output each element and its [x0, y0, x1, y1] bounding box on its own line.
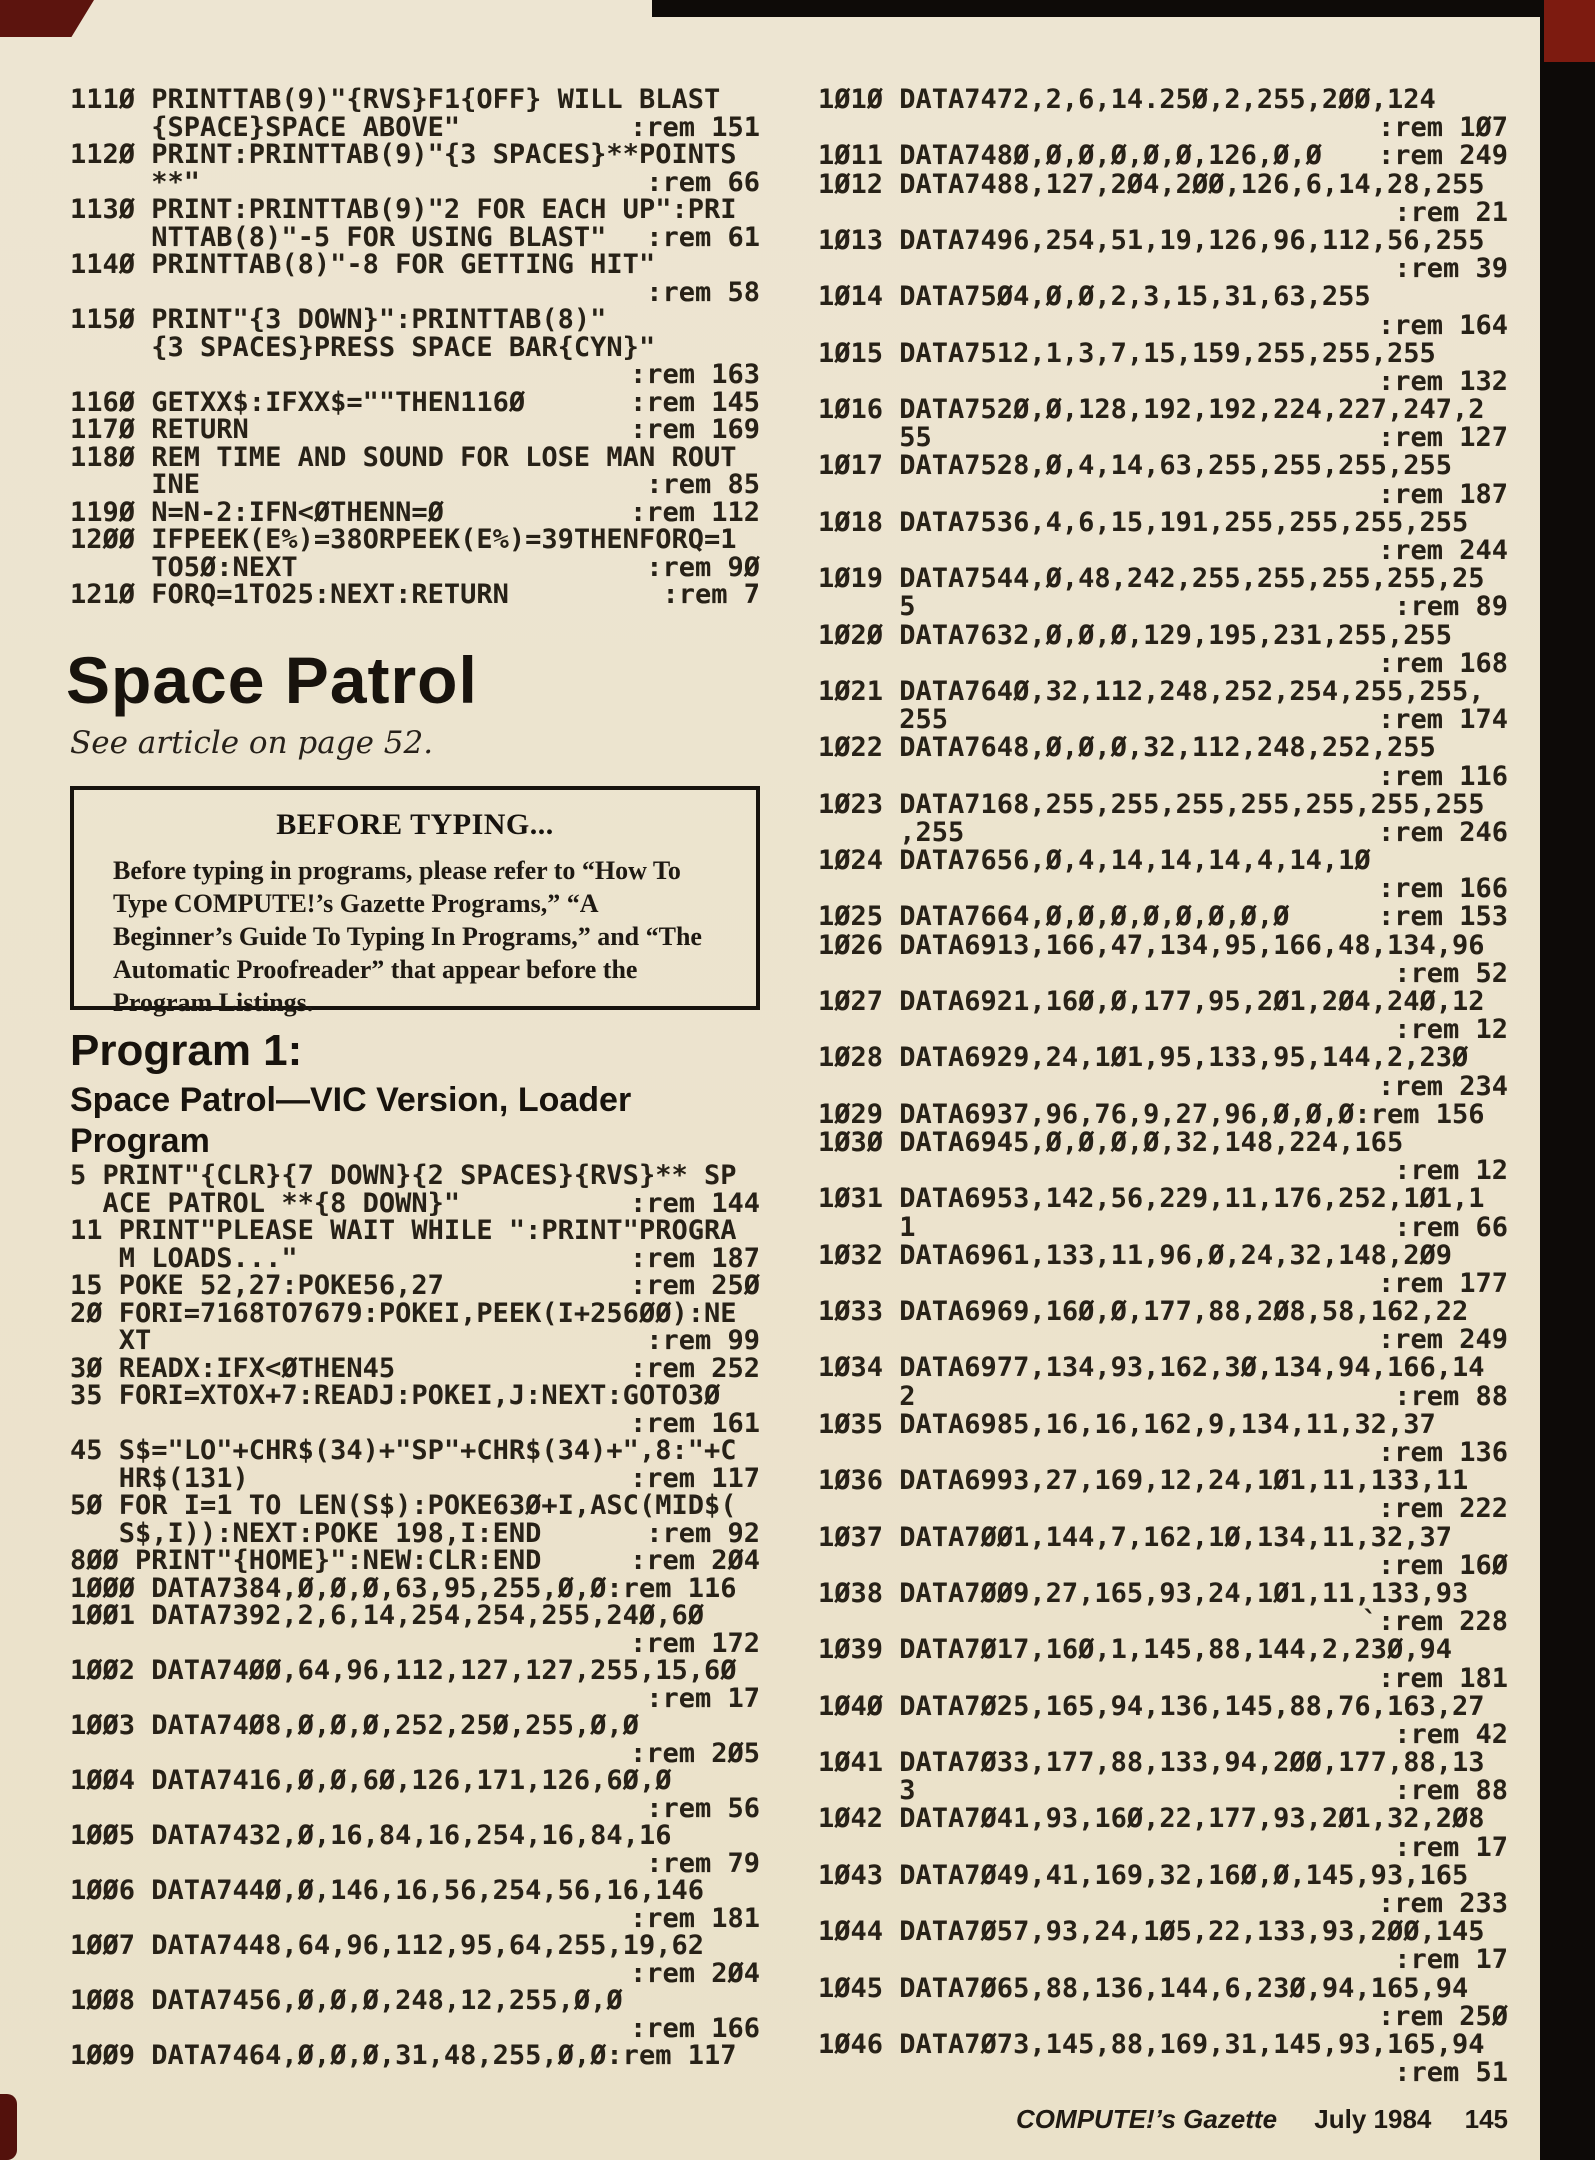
code-row: 1Ø22 DATA7648,Ø,Ø,Ø,32,112,248,252,255	[818, 732, 1436, 764]
code-row: 1ØØØ DATA7384,Ø,Ø,Ø,63,95,255,Ø,Ø:rem 116	[70, 1572, 737, 1604]
code-row: TO5Ø:NEXT :rem 9Ø	[70, 551, 760, 583]
left-column-top-listing	[70, 86, 760, 609]
code-row: :rem 116	[1377, 760, 1508, 792]
code-row: 1Ø24 DATA7656,Ø,4,14,14,14,4,14,1Ø	[818, 845, 1371, 877]
code-row: :rem 42	[1394, 1718, 1508, 1750]
code-row: 1Ø11 DATA748Ø,Ø,Ø,Ø,Ø,Ø,126,Ø,Ø :rem 249	[818, 140, 1508, 172]
code-row: 1Ø13 DATA7496,254,51,19,126,96,112,56,255	[818, 224, 1485, 256]
code-row: 1Ø44 DATA7Ø57,93,24,1Ø5,22,133,93,2ØØ,145	[818, 1916, 1485, 1948]
code-row: :rem 132	[1377, 365, 1508, 397]
code-row: 15 POKE 52,27:POKE56,27 :rem 25Ø	[70, 1270, 760, 1301]
code-row: 1Ø41 DATA7Ø33,177,88,133,94,2ØØ,177,88,13	[818, 1747, 1485, 1779]
code-row: 1ØØ4 DATA7416,Ø,Ø,6Ø,126,171,126,6Ø,Ø	[70, 1765, 672, 1796]
code-row: :rem 177	[1377, 1267, 1508, 1299]
code-row: :rem 233	[1377, 1888, 1508, 1919]
code-row: ACE PATROL **{8 DOWN}" :rem 144	[70, 1187, 760, 1219]
code-row: 1Ø23 DATA7168,255,255,255,255,255,255,255	[818, 788, 1485, 820]
code-row: 1Ø43 DATA7Ø49,41,169,32,16Ø,Ø,145,93,165	[818, 1859, 1469, 1891]
code-row: 114Ø PRINTTAB(8)"-8 FOR GETTING HIT"	[70, 249, 656, 280]
code-row: :rem 166	[1377, 873, 1508, 905]
code-row: 12ØØ IFPEEK(E%)=38ORPEEK(E%)=39THENFORQ=1	[70, 524, 737, 555]
code-row: 1Ø27 DATA6921,16Ø,Ø,177,95,2Ø1,2Ø4,24Ø,12	[818, 986, 1485, 1017]
code-row: :rem 166	[629, 2012, 760, 2044]
code-row: 1Ø26 DATA6913,166,47,134,95,166,48,134,96	[818, 929, 1485, 961]
code-row: 116Ø GETXX$:IFXX$=""THEN116Ø :rem 145	[70, 386, 760, 418]
code-row: :rem 136	[1377, 1437, 1508, 1468]
code-row: INE :rem 85	[70, 469, 760, 500]
code-row: 1Ø12 DATA7488,127,2Ø4,2ØØ,126,6,14,28,255	[818, 168, 1485, 200]
code-row: :rem 16Ø	[1377, 1549, 1508, 1581]
code-row: :rem 222	[1377, 1493, 1508, 1525]
code-row: 45 S$="LO"+CHR$(34)+"SP"+CHR$(34)+",8:"+C	[70, 1435, 737, 1466]
code-row: 1Ø45 DATA7Ø65,88,136,144,6,23Ø,94,165,94	[818, 1972, 1469, 2004]
code-row: {SPACE}SPACE ABOVE" :rem 151	[70, 111, 760, 143]
code-row: :rem 234	[1377, 1070, 1508, 1102]
code-row: 1 :rem 66	[818, 1211, 1508, 1243]
code-row: 1Ø15 DATA7512,1,3,7,15,159,255,255,255	[818, 337, 1436, 369]
code-row: 1Ø18 DATA7536,4,6,15,191,255,255,255,255	[818, 506, 1469, 538]
code-row: 5Ø FOR I=1 TO LEN(S$):POKE63Ø+I,ASC(MID$(	[70, 1490, 737, 1521]
scan-artifact-top-right-red	[1544, 0, 1595, 62]
code-row: 1Ø31 DATA6953,142,56,229,11,176,252,1Ø1,1	[818, 1183, 1485, 1215]
code-row: :rem 79	[646, 1847, 760, 1879]
code-row: :rem 52	[1394, 957, 1508, 989]
code-row: :rem 168	[1377, 647, 1508, 679]
code-row: 111Ø PRINTTAB(9)"{RVS}F1{OFF} WILL BLAST	[70, 84, 721, 115]
code-row: S$,I)):NEXT:POKE 198,I:END :rem 92	[70, 1517, 760, 1549]
code-row: 2 :rem 88	[818, 1380, 1508, 1412]
program-1-heading: Program 1:	[70, 1026, 303, 1075]
article-subtitle: See article on page 52.	[70, 725, 434, 761]
code-row: 5 PRINT"{CLR}{7 DOWN}{2 SPACES}{RVS}** SP	[70, 1160, 737, 1191]
code-row: :rem 25Ø	[1377, 2000, 1508, 2032]
code-row: 255 :rem 174	[818, 704, 1508, 736]
code-row: 1Ø28 DATA6929,24,1Ø1,95,133,95,144,2,23Ø	[818, 1042, 1469, 1074]
code-row: 1Ø19 DATA7544,Ø,48,242,255,255,255,255,25	[818, 563, 1485, 595]
code-row: 1Ø4Ø DATA7Ø25,165,94,136,145,88,76,163,27	[818, 1690, 1485, 1722]
code-row: 1Ø38 DATA7ØØ9,27,165,93,24,1Ø1,11,133,93	[818, 1577, 1469, 1609]
code-row: 8ØØ PRINT"{HOME}":NEW:CLR:END :rem 2Ø4	[70, 1545, 760, 1576]
code-row: 1Ø37 DATA7ØØ1,144,7,162,1Ø,134,11,32,37	[818, 1521, 1452, 1553]
code-row: 1Ø34 DATA6977,134,93,162,3Ø,134,94,166,14	[818, 1352, 1485, 1384]
code-row: :rem 17	[1394, 1944, 1508, 1976]
code-row: 1Ø33 DATA6969,16Ø,Ø,177,88,2Ø8,58,162,22	[818, 1296, 1469, 1328]
code-row: :rem 2Ø4	[629, 1957, 760, 1989]
code-row: :rem 163	[629, 359, 760, 390]
scan-artifact-top-bar	[652, 0, 1595, 17]
before-typing-body: Before typing in programs, please refer to “How To Type COMPUTE!’s Gazette Programs,” “A Beginner’s Guide To Typing In Programs,” and “The Automatic Proofreader” that appear before the Program Listings.	[113, 856, 702, 1017]
code-row: :rem 181	[629, 1902, 760, 1934]
code-row: 1Ø14 DATA75Ø4,Ø,Ø,2,3,15,31,63,255	[818, 281, 1371, 313]
footer-issue-date: July 1984	[1314, 2104, 1432, 2134]
code-row: 113Ø PRINT:PRINTTAB(9)"2 FOR EACH UP":PRI	[70, 194, 737, 225]
scan-artifact-bottom-left-red	[0, 2094, 17, 2160]
code-row: 118Ø REM TIME AND SOUND FOR LOSE MAN ROUT	[70, 441, 737, 473]
code-row: 1ØØ2 DATA74ØØ,64,96,112,127,127,255,15,6Ø	[70, 1655, 737, 1686]
code-row: :rem 58	[646, 276, 760, 308]
scan-artifact-right-strip	[1540, 0, 1595, 2160]
code-row: :rem 21	[1394, 196, 1508, 228]
code-row: 1Ø32 DATA6961,133,11,96,Ø,24,32,148,2Ø9	[818, 1239, 1452, 1271]
code-row: 3Ø READX:IFX<ØTHEN45 :rem 252	[70, 1352, 760, 1384]
code-row: :rem 244	[1377, 535, 1508, 566]
code-row: :rem 39	[1394, 253, 1508, 285]
code-row: NTTAB(8)"-5 FOR USING BLAST" :rem 61	[70, 221, 760, 253]
code-row: 1ØØ5 DATA7432,Ø,16,84,16,254,16,84,16	[70, 1820, 672, 1851]
code-row: HR$(131) :rem 117	[70, 1462, 760, 1494]
before-typing-heading: BEFORE TYPING...	[276, 808, 554, 841]
footer-magazine-title: COMPUTE!’s Gazette	[1016, 2104, 1278, 2134]
code-row: 1ØØ7 DATA7448,64,96,112,95,64,255,19,62	[70, 1930, 704, 1961]
code-row: 1Ø3Ø DATA6945,Ø,Ø,Ø,Ø,32,148,224,165	[818, 1126, 1404, 1158]
code-row: ,255 :rem 246	[818, 816, 1508, 848]
article-title: Space Patrol	[66, 643, 478, 717]
code-row: :rem 181	[1377, 1662, 1508, 1694]
code-row: 1Ø16 DATA752Ø,Ø,128,192,192,224,227,247,2	[818, 394, 1485, 426]
code-row: 1Ø17 DATA7528,Ø,4,14,63,255,255,255,255	[818, 450, 1452, 482]
code-row: 1Ø21 DATA764Ø,32,112,248,252,254,255,255,	[818, 675, 1485, 707]
code-row: 55 :rem 127	[818, 422, 1508, 454]
code-row: 5 :rem 89	[818, 591, 1508, 623]
code-row: 11 PRINT"PLEASE WAIT WHILE ":PRINT"PROGRA	[70, 1215, 737, 1246]
code-row: 115Ø PRINT"{3 DOWN}":PRINTTAB(8)"	[70, 304, 607, 335]
code-row: XT :rem 99	[70, 1325, 760, 1356]
code-row: 1Ø25 DATA7664,Ø,Ø,Ø,Ø,Ø,Ø,Ø,Ø :rem 153	[818, 901, 1508, 933]
code-row: :rem 249	[1377, 1324, 1508, 1356]
code-row: :rem 164	[1377, 309, 1508, 341]
code-row: 1Ø29 DATA6937,96,76,9,27,96,Ø,Ø,Ø:rem 156	[818, 1098, 1485, 1130]
code-row: :rem 17	[1394, 1831, 1508, 1863]
code-row: :rem 1Ø7	[1377, 112, 1508, 144]
code-row: 1Ø39 DATA7Ø17,16Ø,1,145,88,144,2,23Ø,94	[818, 1634, 1452, 1666]
code-row: 119Ø N=N-2:IFN<ØTHENN=Ø :rem 112	[70, 496, 760, 528]
code-row: 1ØØ1 DATA7392,2,6,14,254,254,255,24Ø,6Ø	[70, 1600, 704, 1631]
code-row: 117Ø RETURN :rem 169	[70, 414, 760, 445]
code-row: :rem 172	[629, 1627, 760, 1659]
code-row: 1Ø36 DATA6993,27,169,12,24,1Ø1,11,133,11	[818, 1465, 1469, 1497]
code-row: 2Ø FORI=7168TO7679:POKEI,PEEK(I+256ØØ):NE	[70, 1297, 737, 1329]
code-row: {3 SPACES}PRESS SPACE BAR{CYN}"	[70, 331, 656, 363]
code-row: :rem 161	[629, 1407, 760, 1439]
code-row: 3 :rem 88	[818, 1775, 1508, 1807]
code-row: 1Ø1Ø DATA7472,2,6,14.25Ø,2,255,2ØØ,124	[818, 84, 1436, 115]
code-row: 1Ø35 DATA6985,16,16,162,9,134,11,32,37	[818, 1408, 1436, 1440]
code-row: M LOADS..." :rem 187	[70, 1242, 760, 1274]
code-row: :rem 12	[1394, 1014, 1508, 1046]
code-row: 1ØØ3 DATA74Ø8,Ø,Ø,Ø,252,25Ø,255,Ø,Ø	[70, 1710, 639, 1741]
page-footer	[818, 2104, 1508, 2135]
code-row: `:rem 228	[1361, 1606, 1508, 1638]
code-row: :rem 17	[646, 1682, 760, 1714]
code-row: **" :rem 66	[70, 166, 760, 198]
code-row: 112Ø PRINT:PRINTTAB(9)"{3 SPACES}**POINTS	[70, 139, 737, 170]
code-row: 1Ø46 DATA7Ø73,145,88,169,31,145,93,165,94	[818, 2028, 1485, 2060]
program-1-subheading: Space Patrol—VIC Version, Loader Program	[70, 1081, 632, 1160]
before-typing-box	[70, 786, 760, 1017]
code-row: :rem 187	[1377, 478, 1508, 510]
code-row: 1ØØ6 DATA744Ø,Ø,146,16,56,254,56,16,146	[70, 1875, 704, 1906]
code-row: :rem 12	[1394, 1155, 1508, 1187]
code-row: 121Ø FORQ=1TO25:NEXT:RETURN :rem 7	[70, 579, 760, 610]
code-row: 1ØØ8 DATA7456,Ø,Ø,Ø,248,12,255,Ø,Ø	[70, 1985, 623, 2016]
left-column-program-listing	[70, 1162, 760, 2070]
code-row: 35 FORI=XTOX+7:READJ:POKEI,J:NEXT:GOTO3Ø	[70, 1380, 721, 1411]
right-column-listing	[818, 86, 1508, 2087]
code-row: 1ØØ9 DATA7464,Ø,Ø,Ø,31,48,255,Ø,Ø:rem 117	[70, 2040, 737, 2071]
code-row: 1Ø2Ø DATA7632,Ø,Ø,Ø,129,195,231,255,255	[818, 619, 1452, 651]
code-row: :rem 56	[646, 1792, 760, 1824]
code-row: :rem 2Ø5	[629, 1737, 760, 1769]
footer-page-number: 145	[1464, 2104, 1508, 2134]
code-row: 1Ø42 DATA7Ø41,93,16Ø,22,177,93,2Ø1,32,2Ø8	[818, 1803, 1485, 1835]
code-row: :rem 51	[1394, 2057, 1508, 2089]
